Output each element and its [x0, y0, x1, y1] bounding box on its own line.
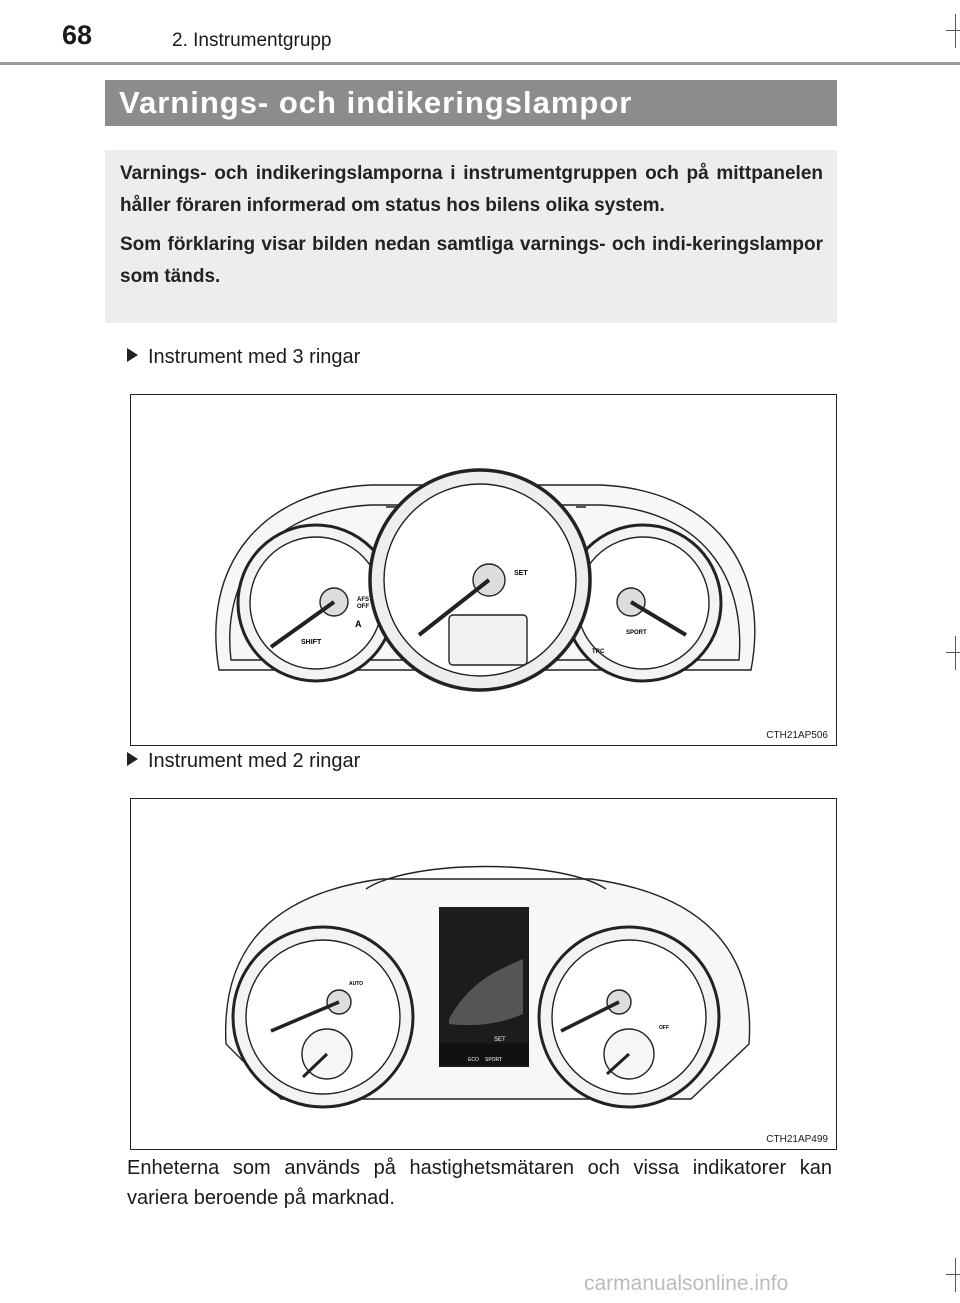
instrument-cluster-2-rings-illustration	[131, 799, 836, 1149]
crop-mark	[946, 1274, 960, 1275]
crop-mark	[946, 652, 960, 653]
bullet-label: Instrument med 3 ringar	[148, 346, 361, 368]
instrument-cluster-3-rings-illustration	[131, 395, 836, 745]
triangle-bullet-icon	[127, 348, 138, 362]
chapter-title: 2. Instrumentgrupp	[172, 30, 332, 51]
set-label: SET	[514, 570, 528, 577]
watermark: carmanualsonline.info	[584, 1272, 789, 1295]
sport-label: SPORT	[485, 1057, 503, 1063]
figure-code: CTH21AP499	[766, 1134, 828, 1145]
header-rule	[0, 62, 960, 65]
instrument-figure-2-rings	[130, 798, 837, 1150]
afs-off-label: OFF	[357, 604, 369, 610]
sport-label: SPORT	[626, 630, 647, 636]
figure-code: CTH21AP506	[766, 730, 828, 741]
off-label: OFF	[659, 1025, 669, 1031]
a-label: A	[355, 619, 362, 629]
intro-paragraph: Varnings- och indikeringslamporna i instrumentgruppen och på mittpanelen håller föraren informerad om status hos bilens olika system.	[120, 163, 823, 216]
set-label: SET	[494, 1037, 506, 1043]
market-note: Enheterna som används på hastighetsmätaren och vissa indikatorer kan variera beroende på marknad.	[127, 1157, 832, 1209]
crop-mark	[955, 14, 956, 48]
page-number: 68	[62, 20, 93, 50]
intro-box	[105, 150, 837, 323]
afs-label: AFS	[357, 597, 369, 603]
crop-mark	[955, 1258, 956, 1292]
instrument-figure-3-rings	[130, 394, 837, 746]
figure-bullet	[127, 346, 360, 369]
bullet-label: Instrument med 2 ringar	[148, 750, 361, 772]
intro-paragraph: Som förklaring visar bilden nedan samtliga varnings- och indi-keringslampor som tänds.	[120, 234, 823, 287]
eco-label: ECO	[468, 1057, 479, 1063]
auto-label: AUTO	[349, 981, 364, 987]
triangle-bullet-icon	[127, 752, 138, 766]
section-title: Varnings- och indikeringslampor	[105, 80, 837, 126]
crop-mark	[955, 636, 956, 670]
shift-label: SHIFT	[301, 639, 322, 646]
crop-mark	[946, 30, 960, 31]
trc-label: TRC	[592, 649, 605, 655]
figure-bullet	[127, 750, 360, 773]
center-display	[449, 615, 527, 665]
